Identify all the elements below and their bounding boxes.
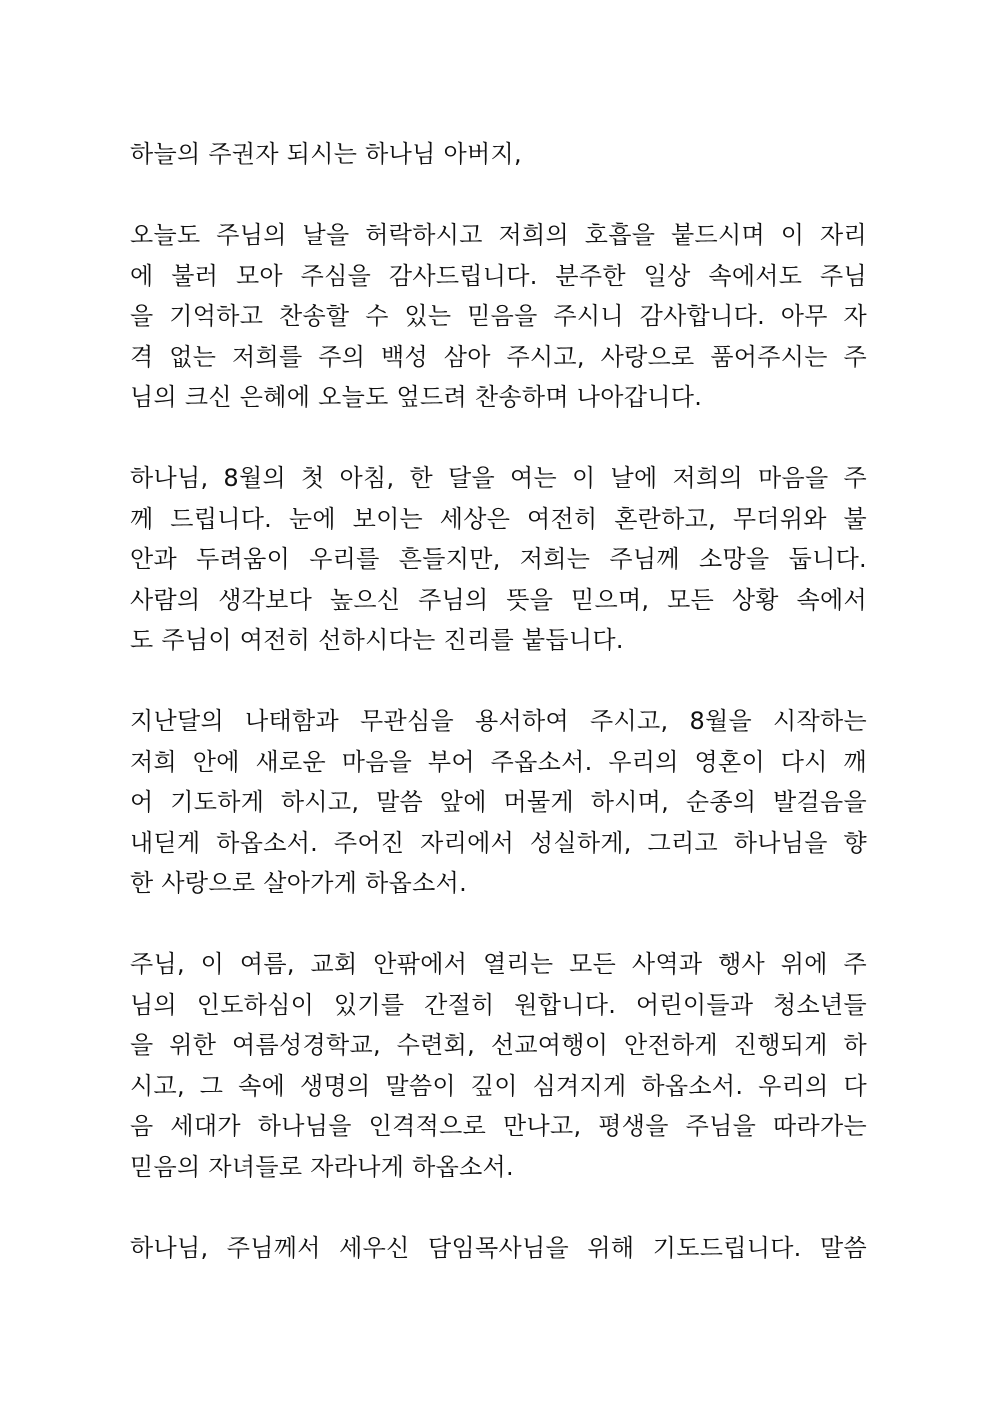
text-line: 격 없는 저희를 주의 백성 삼아 주시고, 사랑으로 품어주시는 주 [130, 342, 867, 371]
text-line: 안과 두려움이 우리를 흔들지만, 저희는 주님께 소망을 둡니다. [130, 545, 867, 573]
salutation-paragraph [130, 134, 867, 175]
text-line: 님의 인도하심이 있기를 간절히 원합니다. 어린이들과 청소년들 [130, 990, 867, 1019]
text-line: 지난달의 나태함과 무관심을 용서하여 주시고, 8월을 시작하는 [130, 707, 867, 735]
text-line: 믿음의 자녀들로 자라나게 하옵소서. [130, 1152, 514, 1181]
text-line: 내딛게 하옵소서. 주어진 자리에서 성실하게, 그리고 하나님을 향 [130, 828, 867, 857]
text-line: 을 기억하고 찬송할 수 있는 믿음을 주시니 감사합니다. 아무 자 [130, 302, 867, 330]
paragraph-summer-ministry [130, 944, 867, 1187]
salutation-line: 하늘의 주권자 되시는 하나님 아버지, [130, 140, 522, 168]
paragraph-repentance [130, 701, 867, 904]
paragraph-august-morning [130, 458, 867, 661]
text-line: 오늘도 주님의 날을 허락하시고 저희의 호흡을 붙드시며 이 자리 [130, 221, 867, 249]
text-line: 님의 크신 은혜에 오늘도 엎드려 찬송하며 나아갑니다. [130, 383, 703, 411]
text-line: 에 불러 모아 주심을 감사드립니다. 분주한 일상 속에서도 주님 [130, 261, 867, 290]
text-line: 하나님, 8월의 첫 아침, 한 달을 여는 이 날에 저희의 마음을 주 [130, 464, 867, 492]
paragraph-thanksgiving [130, 215, 867, 418]
text-line: 저희 안에 새로운 마음을 부어 주옵소서. 우리의 영혼이 다시 깨 [130, 747, 867, 776]
text-line: 께 드립니다. 눈에 보이는 세상은 여전히 혼란하고, 무더위와 불 [130, 504, 867, 533]
text-line: 하나님, 주님께서 세우신 담임목사님을 위해 기도드립니다. 말씀 [130, 1233, 867, 1262]
paragraph-pastor [130, 1228, 867, 1269]
text-line: 사람의 생각보다 높으신 주님의 뜻을 믿으며, 모든 상황 속에서 [130, 585, 867, 614]
prayer-text [130, 134, 867, 1309]
text-line: 음 세대가 하나님을 인격적으로 만나고, 평생을 주님을 따라가는 [130, 1112, 867, 1140]
text-line: 어 기도하게 하시고, 말씀 앞에 머물게 하시며, 순종의 발걸음을 [130, 788, 867, 816]
text-line: 도 주님이 여전히 선하시다는 진리를 붙듭니다. [130, 626, 624, 654]
text-line: 주님, 이 여름, 교회 안팎에서 열리는 모든 사역과 행사 위에 주 [130, 950, 867, 978]
text-line: 을 위한 여름성경학교, 수련회, 선교여행이 안전하게 진행되게 하 [130, 1031, 867, 1059]
text-line: 시고, 그 속에 생명의 말씀이 깊이 심겨지게 하옵소서. 우리의 다 [130, 1071, 867, 1100]
text-line: 한 사랑으로 살아가게 하옵소서. [130, 869, 468, 897]
